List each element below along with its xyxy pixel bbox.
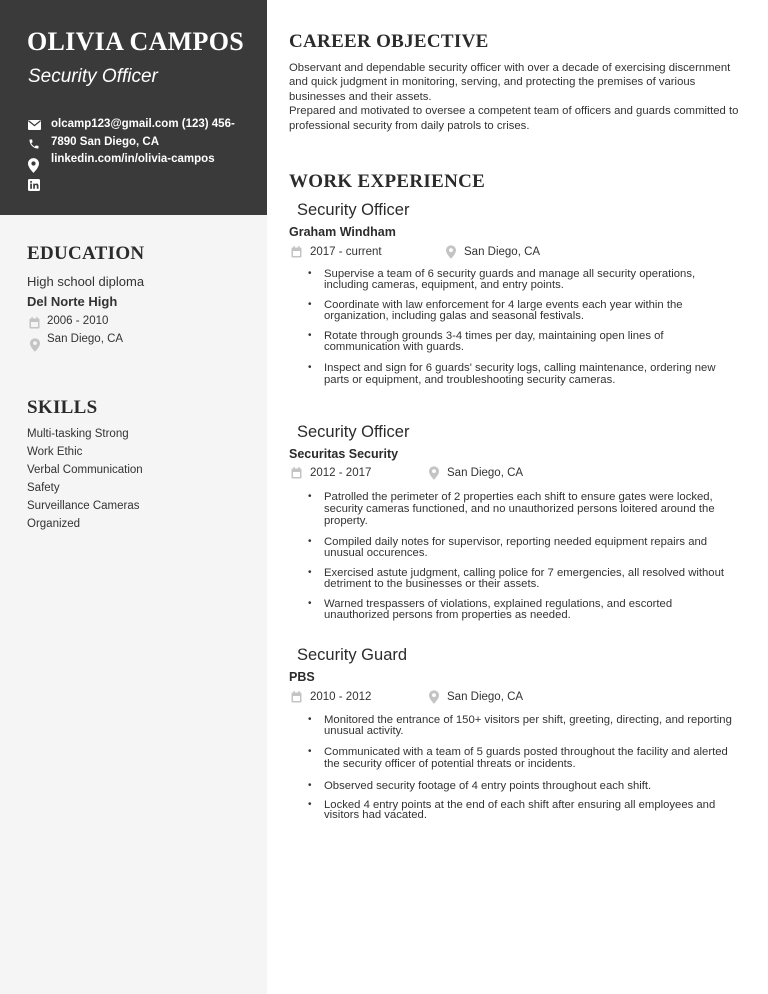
phone-icon: [28, 138, 40, 150]
job-title: Security Officer: [297, 201, 410, 219]
objective-paragraph: Prepared and motivated to oversee a competent team of officers and guards committed to professional security from daily patrols to crises.: [289, 105, 739, 132]
job-location: San Diego, CA: [447, 691, 524, 703]
objective-paragraph: Observant and dependable security officer with over a decade of exercising discernment and quick judgment in monitoring, serving, and protecting the premises of various businesses and their assets.: [289, 62, 731, 103]
map-pin-icon: [446, 245, 456, 259]
job-bullets: [308, 491, 738, 620]
education-degree: High school diploma: [27, 274, 145, 289]
bullet-item: • Compiled daily notes for supervisor, reporting needed equipment repairs and unusual occurences.: [308, 537, 738, 558]
linkedin-icon: [28, 179, 40, 191]
job-dates: 2017 - current: [310, 246, 382, 258]
bullet-item: • Warned trespassers of violations, explained regulations, and escorted unauthorized persons from properties as needed.: [308, 599, 738, 620]
calendar-icon: [29, 317, 40, 329]
bullet-item: • Coordinate with law enforcement for 4 large events each year within the organization, including galas and seasonal festivals.: [308, 300, 738, 321]
profile-header: [0, 0, 267, 215]
education-heading: EDUCATION: [27, 243, 145, 264]
bullet-item: • Patrolled the perimeter of 2 properties each shift to ensure gates were locked, security cameras functioned, and no unauthorized persons loitered around the property.: [308, 491, 738, 527]
candidate-name: OLIVIA CAMPOS: [27, 27, 244, 56]
objective-heading: CAREER OBJECTIVE: [289, 31, 489, 52]
map-pin-icon: [28, 158, 39, 173]
bullet-item: • Observed security footage of 4 entry points throughout each shift.: [308, 781, 738, 792]
job-location: San Diego, CA: [464, 246, 541, 258]
job-company: PBS: [289, 670, 315, 684]
job-bullets: [308, 269, 738, 386]
job-location: San Diego, CA: [447, 467, 524, 479]
skills-list: [27, 426, 143, 533]
skills-heading: SKILLS: [27, 397, 98, 418]
map-pin-icon: [429, 466, 439, 480]
job-dates: 2010 - 2012: [310, 691, 372, 703]
bullet-item: • Locked 4 entry points at the end of each shift after ensuring all employees and visitors had vacated.: [308, 800, 738, 821]
calendar-icon: [291, 691, 302, 703]
bullet-item: • Inspect and sign for 6 guards' security logs, calling maintenance, ordering new parts or equipment, and troubleshooting security cameras.: [308, 362, 738, 386]
skill-item: Multi-tasking Strong: [27, 428, 129, 440]
education-dates: 2006 - 2010: [47, 315, 109, 327]
job-title: Security Officer: [297, 423, 410, 441]
calendar-icon: [291, 467, 302, 479]
calendar-icon: [291, 246, 302, 258]
skill-item: Verbal Communication: [27, 463, 143, 476]
skill-item: Surveillance Cameras: [27, 499, 140, 512]
job-bullets: [308, 715, 738, 821]
objective-text: [289, 61, 751, 133]
job-company: Securitas Security: [289, 447, 399, 461]
envelope-icon: [28, 120, 41, 130]
bullet-item: • Communicated with a team of 5 guards posted throughout the facility and alerted the security officer of potential threats or incidents.: [308, 746, 738, 770]
experience-heading: WORK EXPERIENCE: [289, 171, 486, 192]
job-dates: 2012 - 2017: [310, 467, 372, 479]
job-title: Security Guard: [297, 646, 408, 664]
contact-details: olcamp123@gmail.com (123) 456-7890 San Diego, CA linkedin.com/in/olivia-campos: [51, 118, 235, 165]
education-school: Del Norte High: [27, 294, 118, 309]
skill-item: Organized: [27, 517, 81, 530]
skill-item: Safety: [27, 481, 60, 494]
bullet-item: • Rotate through grounds 3-4 times per day, maintaining open lines of communication with guards.: [308, 331, 738, 352]
candidate-role: Security Officer: [28, 66, 158, 87]
map-pin-icon: [429, 690, 439, 704]
bullet-item: • Monitored the entrance of 150+ visitors per shift, greeting, directing, and reporting unusual activity.: [308, 715, 738, 736]
map-pin-icon: [30, 338, 40, 352]
skill-item: Work Ethic: [27, 445, 83, 458]
job-company: Graham Windham: [289, 225, 396, 239]
bullet-item: • Exercised astute judgment, calling police for 7 emergencies, all resolved without detriment to the businesses or their assets.: [308, 568, 738, 589]
bullet-item: • Supervise a team of 6 security guards and manage all security operations, including cameras, equipment, and entry points.: [308, 269, 738, 290]
education-location: San Diego, CA: [47, 333, 124, 345]
